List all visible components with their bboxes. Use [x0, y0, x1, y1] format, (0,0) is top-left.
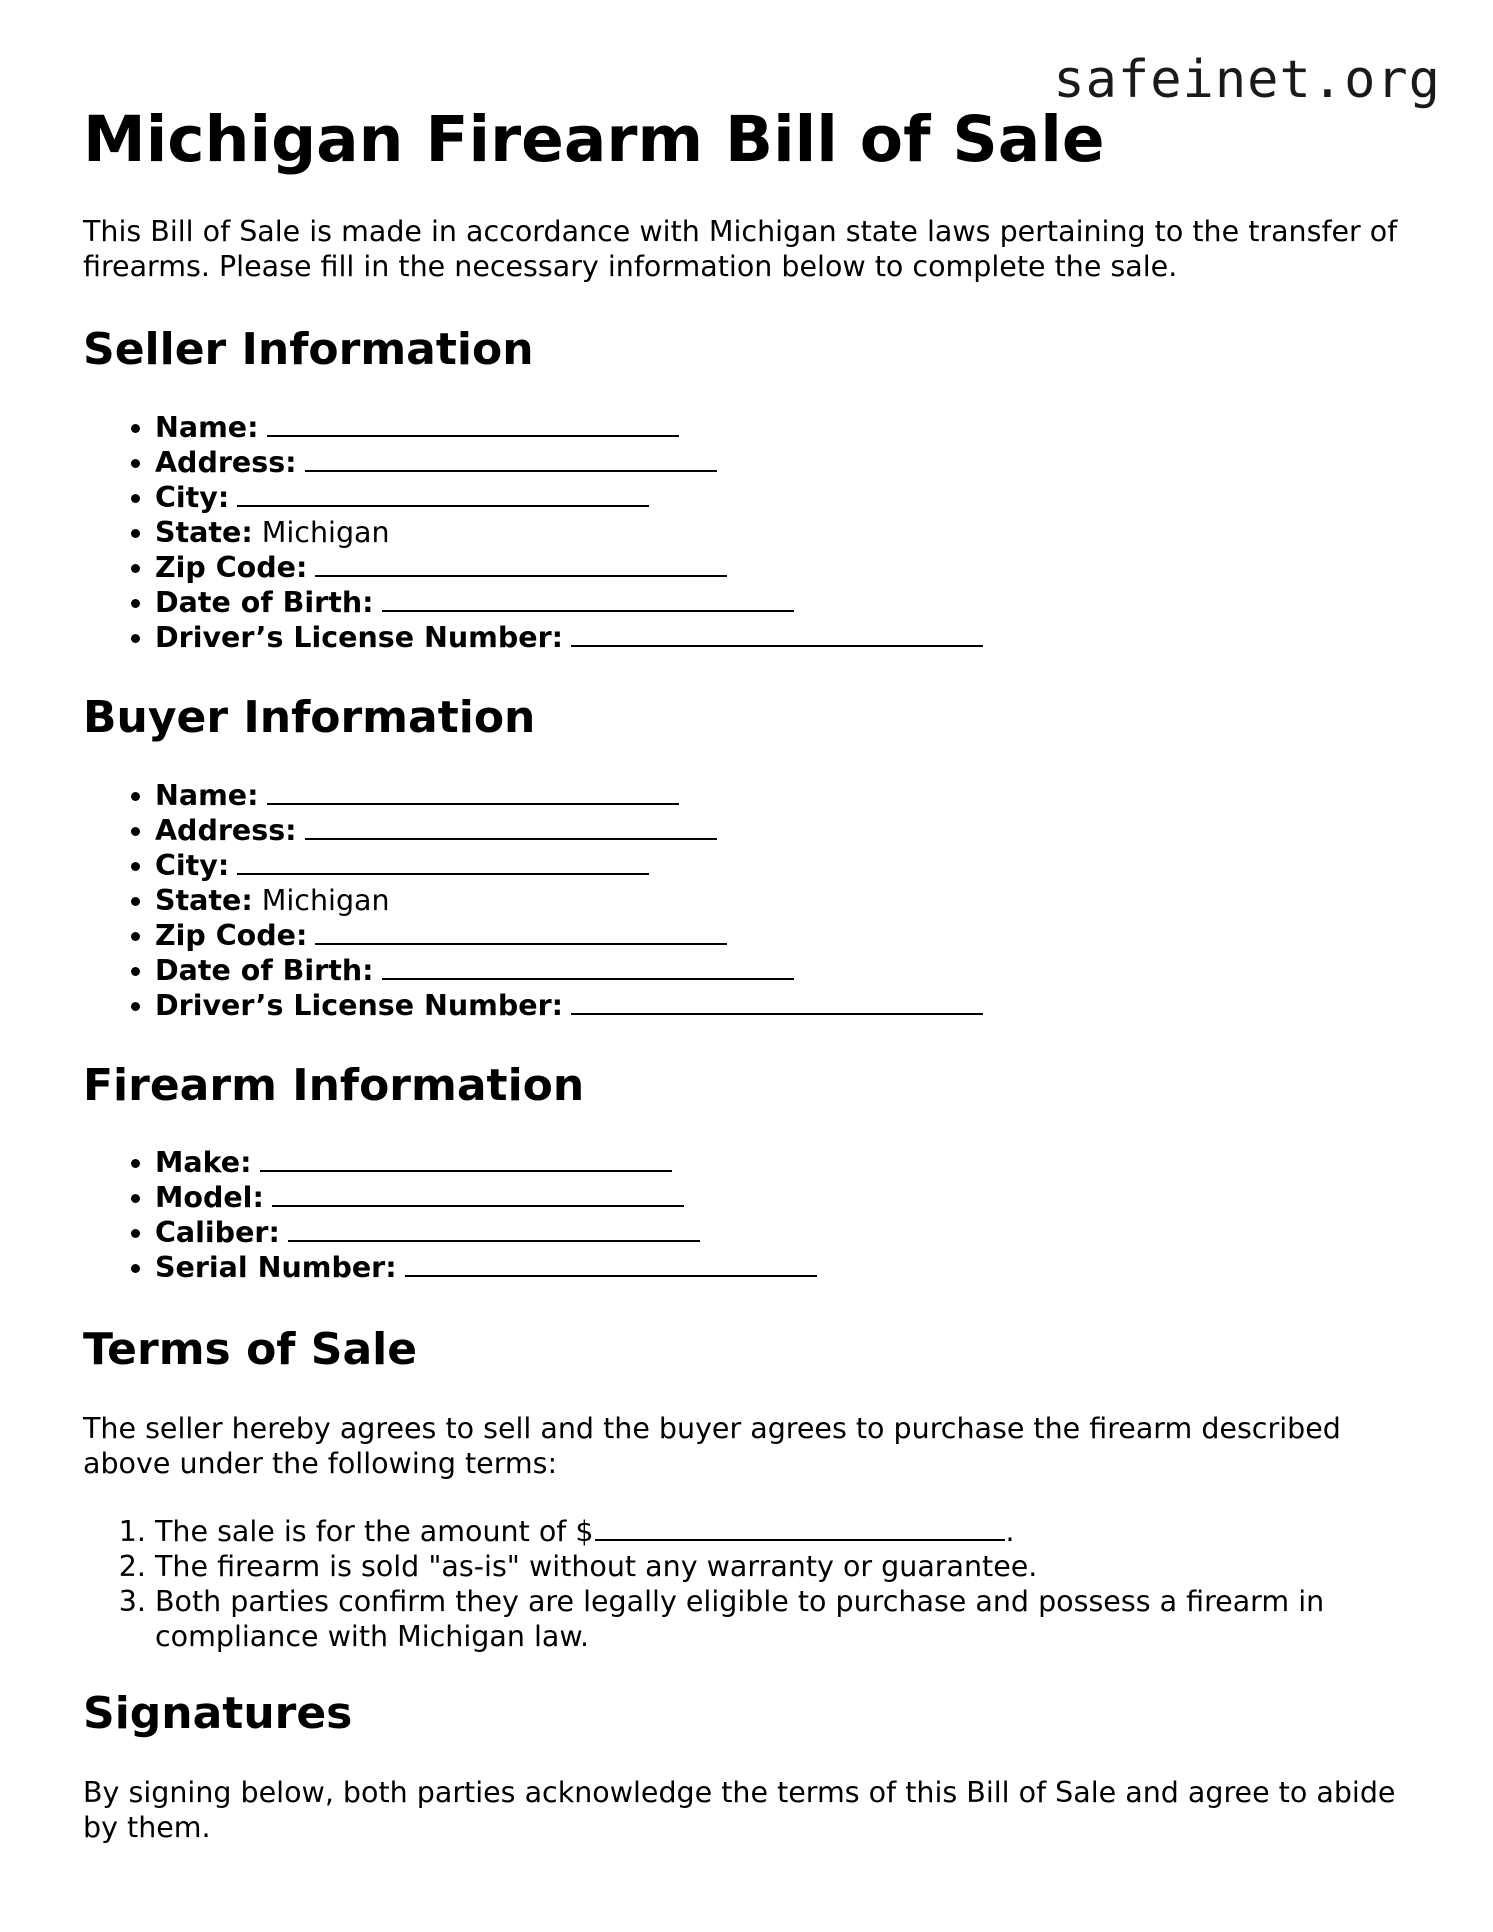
signatures-text: By signing below, both parties acknowledge the terms of this Bill of Sale and agree to abide by them. — [83, 1776, 1396, 1844]
buyer-license-item — [155, 988, 983, 1023]
buyer-zip-field[interactable] — [315, 918, 727, 945]
intro-paragraph: This Bill of Sale is made in accordance with Michigan state laws pertaining to the transfer of firearms. Please fill in the necessary information below to complete the sale. — [83, 215, 1398, 283]
buyer-fields — [83, 778, 983, 1023]
seller-city-item — [155, 480, 983, 515]
firearm-caliber-field[interactable] — [288, 1215, 700, 1242]
seller-zip-item — [155, 550, 983, 585]
watermark: safeinet.org — [1053, 50, 1441, 110]
firearm-caliber-label: Caliber: — [155, 1216, 280, 1249]
buyer-heading: Buyer Information — [83, 692, 536, 743]
seller-state-label: State: — [155, 516, 253, 549]
document-title: Michigan Firearm Bill of Sale — [83, 103, 1105, 176]
seller-address-field[interactable] — [305, 445, 717, 472]
buyer-license-field[interactable] — [571, 988, 983, 1015]
seller-zip-label: Zip Code: — [155, 551, 308, 584]
seller-license-label: Driver’s License Number: — [155, 621, 564, 654]
terms-list — [83, 1514, 1445, 1654]
terms-item-3: 3. Both parties confirm they are legally eligible to purchase and possess a firearm in compliance with Michigan law. — [155, 1584, 1445, 1654]
seller-dob-item — [155, 585, 983, 620]
buyer-name-field[interactable] — [267, 778, 679, 805]
buyer-city-field[interactable] — [237, 848, 649, 875]
buyer-dob-item — [155, 953, 983, 988]
buyer-address-item — [155, 813, 983, 848]
seller-license-field[interactable] — [571, 620, 983, 647]
firearm-fields — [83, 1145, 817, 1285]
firearm-make-field[interactable] — [260, 1145, 672, 1172]
seller-state-item — [155, 515, 983, 550]
terms-item-1 — [155, 1514, 1445, 1549]
buyer-state-item — [155, 883, 983, 918]
firearm-make-item — [155, 1145, 817, 1180]
firearm-model-item — [155, 1180, 817, 1215]
buyer-dob-field[interactable] — [382, 953, 794, 980]
firearm-serial-field[interactable] — [405, 1250, 817, 1277]
buyer-name-label: Name: — [155, 779, 259, 812]
buyer-name-item — [155, 778, 983, 813]
seller-state-value: Michigan — [261, 516, 390, 549]
terms-item-1-prefix: The sale is for the amount of $ — [155, 1515, 594, 1548]
buyer-zip-item — [155, 918, 983, 953]
seller-address-item — [155, 445, 983, 480]
terms-item-2: 2. The firearm is sold "as-is" without any warranty or guarantee. — [155, 1549, 1445, 1584]
buyer-address-label: Address: — [155, 814, 297, 847]
firearm-serial-label: Serial Number: — [155, 1251, 397, 1284]
seller-dob-field[interactable] — [382, 585, 794, 612]
seller-address-label: Address: — [155, 446, 297, 479]
firearm-model-field[interactable] — [272, 1180, 684, 1207]
buyer-license-label: Driver’s License Number: — [155, 989, 564, 1022]
seller-name-label: Name: — [155, 411, 259, 444]
seller-license-item — [155, 620, 983, 655]
seller-name-item — [155, 410, 983, 445]
seller-zip-field[interactable] — [315, 550, 727, 577]
buyer-zip-label: Zip Code: — [155, 919, 308, 952]
buyer-state-label: State: — [155, 884, 253, 917]
seller-city-label: City: — [155, 481, 230, 514]
terms-heading: Terms of Sale — [83, 1324, 418, 1375]
sale-amount-field[interactable] — [595, 1514, 1005, 1541]
terms-item-1-suffix: . — [1005, 1515, 1015, 1548]
buyer-dob-label: Date of Birth: — [155, 954, 374, 987]
buyer-city-label: City: — [155, 849, 230, 882]
firearm-model-label: Model: — [155, 1181, 264, 1214]
seller-dob-label: Date of Birth: — [155, 586, 374, 619]
buyer-address-field[interactable] — [305, 813, 717, 840]
seller-fields — [83, 410, 983, 655]
buyer-state-value: Michigan — [261, 884, 390, 917]
firearm-make-label: Make: — [155, 1146, 252, 1179]
seller-city-field[interactable] — [237, 480, 649, 507]
firearm-caliber-item — [155, 1215, 817, 1250]
firearm-heading: Firearm Information — [83, 1060, 585, 1111]
terms-intro: The seller hereby agrees to sell and the buyer agrees to purchase the firearm described above under the following terms: — [83, 1412, 1341, 1480]
signatures-heading: Signatures — [83, 1688, 353, 1739]
buyer-city-item — [155, 848, 983, 883]
seller-heading: Seller Information — [83, 324, 534, 375]
firearm-serial-item — [155, 1250, 817, 1285]
seller-name-field[interactable] — [267, 410, 679, 437]
